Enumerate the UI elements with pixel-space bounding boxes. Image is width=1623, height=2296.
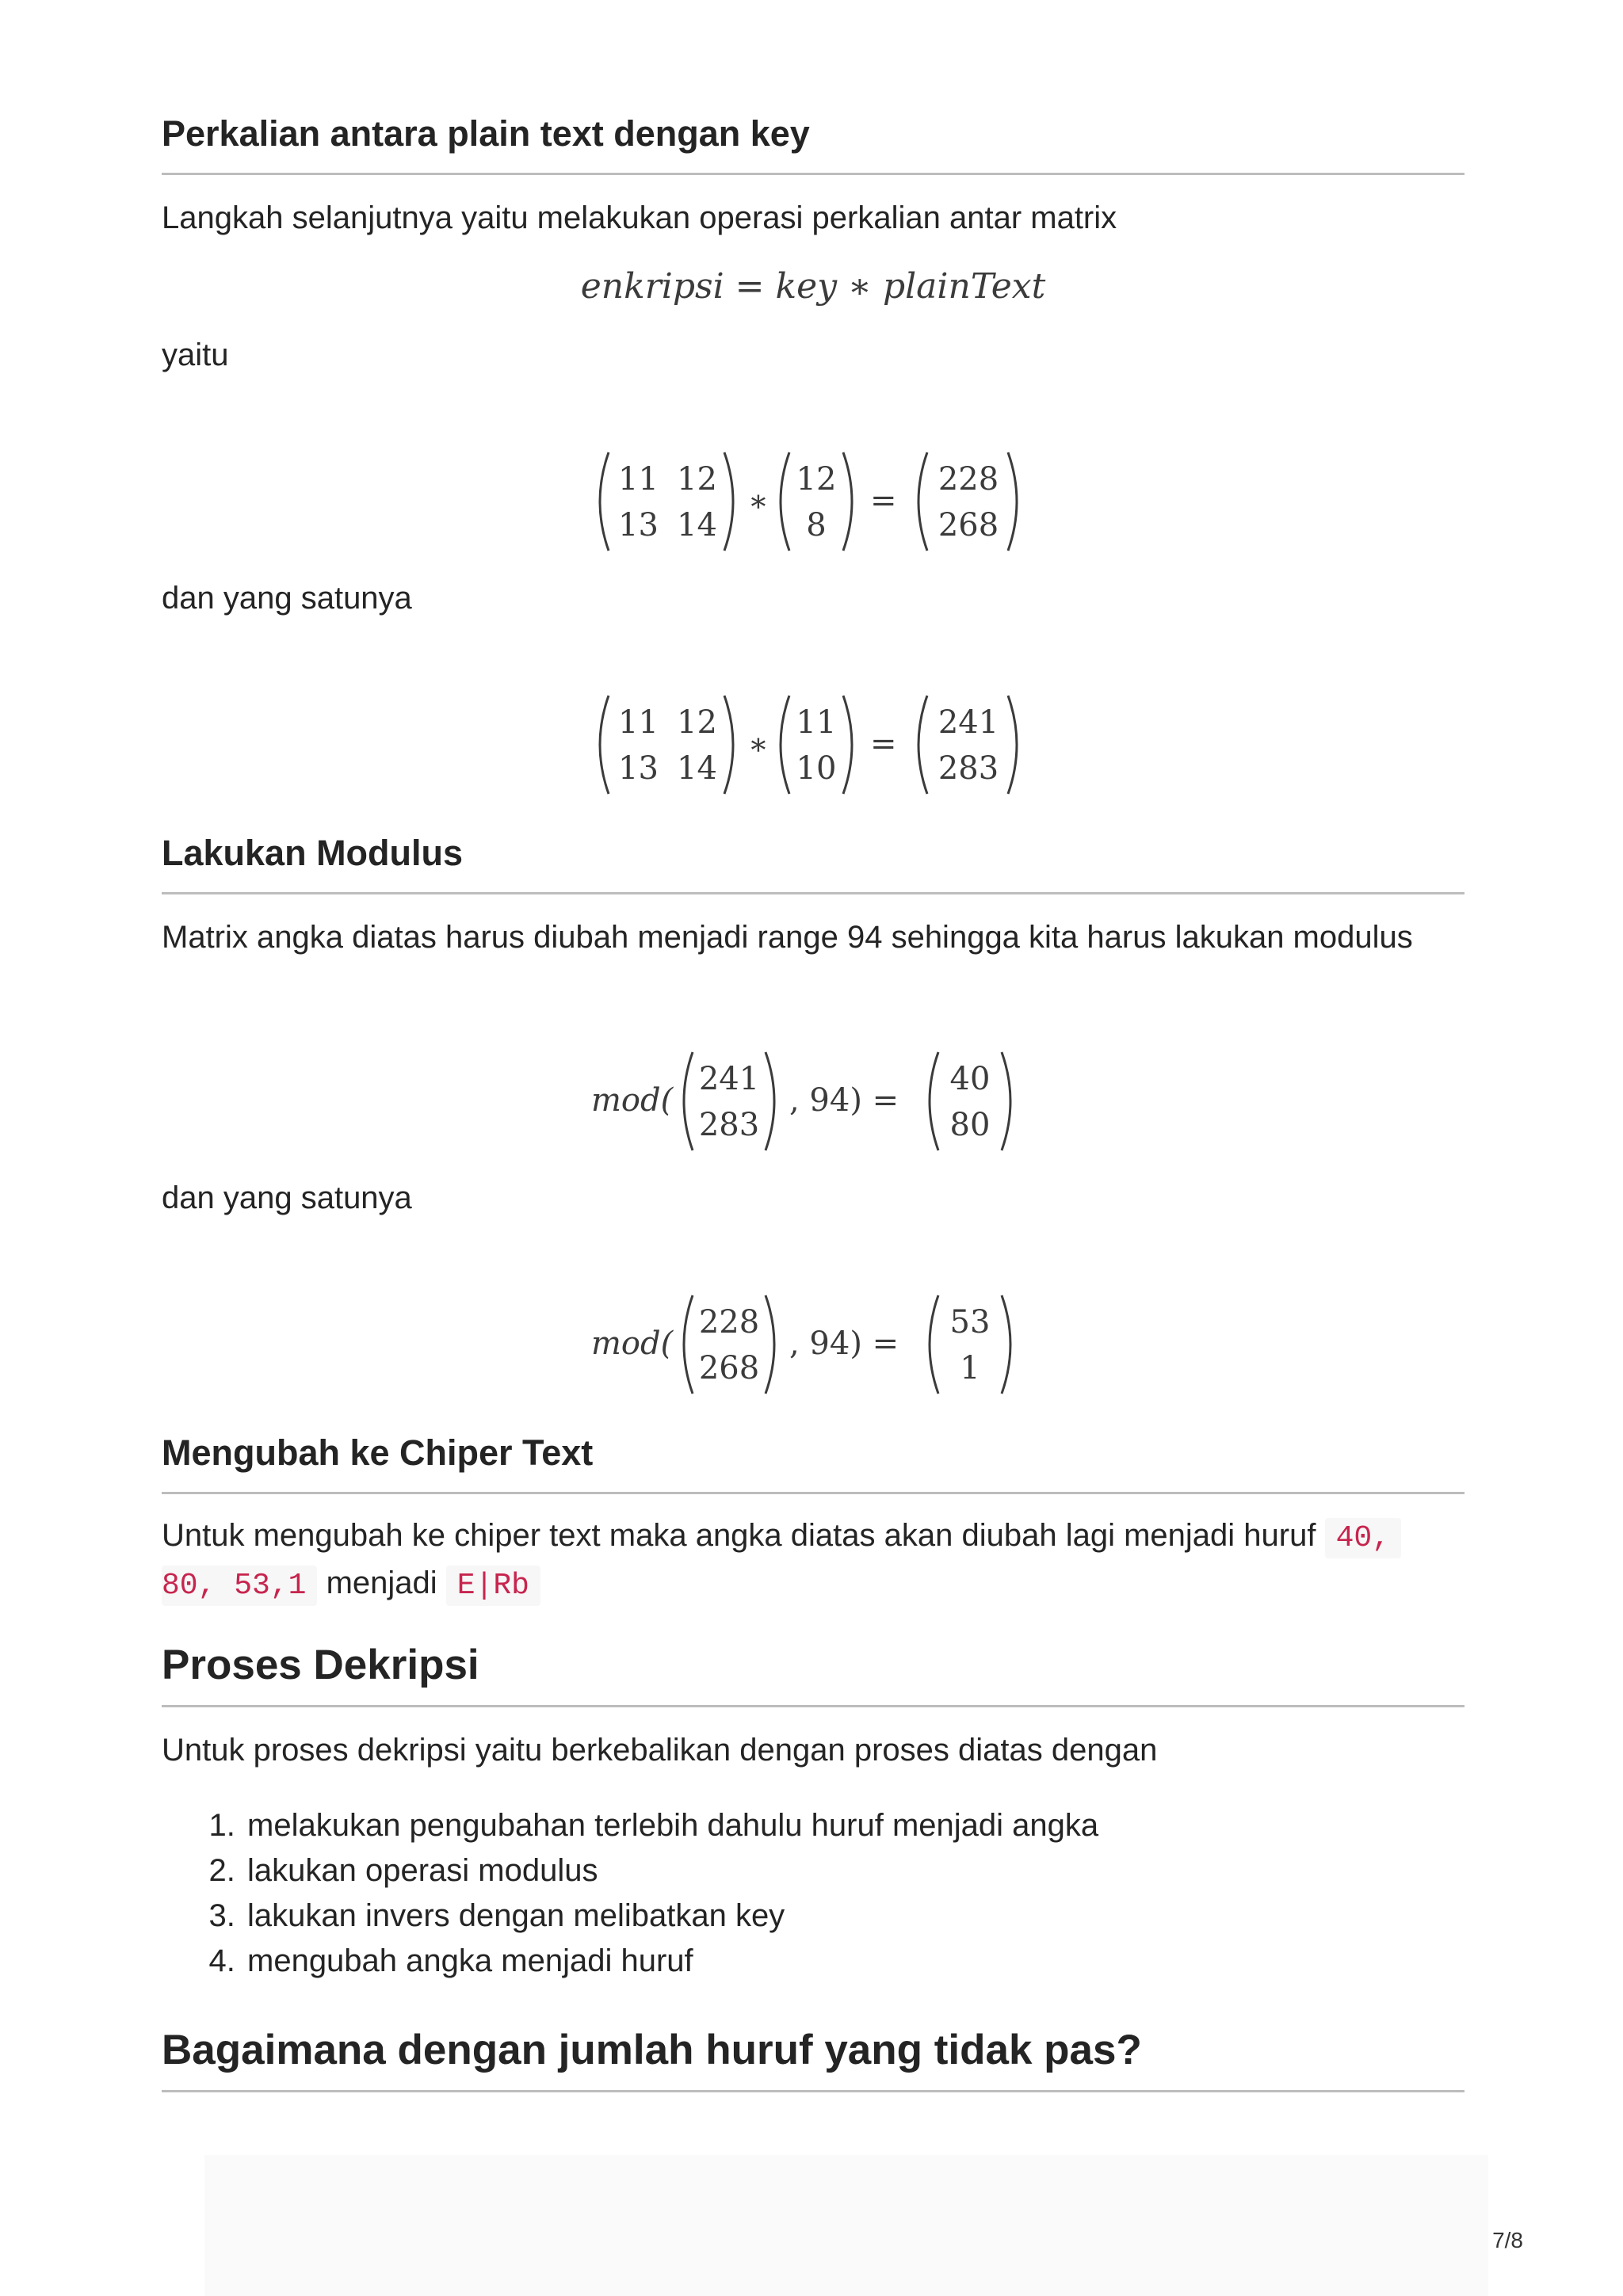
eq1-c2: 268 xyxy=(938,507,999,543)
dekripsi-steps-list xyxy=(162,1803,1465,1984)
paragraph-dan-yang-satunya-2: dan yang satunya xyxy=(162,1180,412,1215)
mod2-v2: 268 xyxy=(698,1350,760,1386)
svg-text:=: = xyxy=(870,726,897,762)
paragraph-modulus-intro: Matrix angka diatas harus diubah menjadi range 94 sehingga kita harus lakukan modulus xyxy=(162,920,1413,955)
svg-text:=: = xyxy=(870,482,897,519)
eq1-a12: 12 xyxy=(677,461,717,498)
eq1-a11: 11 xyxy=(618,461,659,498)
eq1-b1: 12 xyxy=(796,461,837,498)
article-content xyxy=(162,113,1465,2092)
mod1-r1: 40 xyxy=(949,1061,991,1097)
matrix-equation-2 xyxy=(591,689,1035,800)
paragraph-chiper xyxy=(162,1513,1465,1608)
page-number: 7/8 xyxy=(1492,2228,1523,2252)
eq2-b2: 10 xyxy=(796,750,837,787)
heading-lakukan-modulus: Lakukan Modulus xyxy=(162,832,1465,894)
heading-proses-dekripsi: Proses Dekripsi xyxy=(162,1640,1465,1707)
inline-code-cipher: E|Rb xyxy=(446,1566,540,1606)
eq1-a22: 14 xyxy=(677,507,717,543)
paragraph-yaitu: yaitu xyxy=(162,338,229,372)
heading-jumlah-huruf: Bagaimana dengan jumlah huruf yang tidak pas? xyxy=(162,2025,1465,2092)
mod-equation-2 xyxy=(591,1289,1035,1400)
list-item: 4. mengubah angka menjadi huruf xyxy=(244,1939,1465,1984)
eq1-b2: 8 xyxy=(806,507,827,543)
eq2-a22: 14 xyxy=(677,750,717,787)
mod1-v1: 241 xyxy=(698,1061,760,1097)
mod2-r1: 53 xyxy=(949,1304,991,1341)
mod1-v2: 283 xyxy=(698,1107,760,1143)
mod-equation-1 xyxy=(591,1046,1035,1157)
paragraph-dekripsi-intro: Untuk proses dekripsi yaitu berkebalikan dengan proses diatas dengan xyxy=(162,1733,1158,1768)
mod2-fn: mod( xyxy=(591,1325,674,1362)
chiper-text-1: Untuk mengubah ke chiper text maka angka diatas akan diubah lagi menjadi huruf xyxy=(162,1518,1316,1553)
eq2-a12: 12 xyxy=(677,704,717,741)
paragraph-perkalian-intro: Langkah selanjutnya yaitu melakukan operasi perkalian antar matrix xyxy=(162,200,1117,235)
eq2-a11: 11 xyxy=(618,704,659,741)
formula-enkripsi: enkripsi = key ∗ plainText xyxy=(580,266,1046,307)
list-item: 2. lakukan operasi modulus xyxy=(244,1848,1465,1894)
eq2-c1: 241 xyxy=(938,704,999,741)
mod1-fn: mod( xyxy=(591,1082,674,1119)
list-item: 3. lakukan invers dengan melibatkan key xyxy=(244,1894,1465,1939)
mod1-r2: 80 xyxy=(949,1107,991,1143)
svg-text:∗: ∗ xyxy=(748,483,769,518)
mod2-m: , 94) = xyxy=(789,1325,899,1362)
eq1-c1: 228 xyxy=(938,461,999,498)
eq2-c2: 283 xyxy=(938,750,999,787)
mod2-r2: 1 xyxy=(960,1350,980,1386)
paragraph-dan-yang-satunya-1: dan yang satunya xyxy=(162,581,412,616)
list-item: 1. melakukan pengubahan terlebih dahulu huruf menjadi angka xyxy=(244,1803,1465,1848)
eq1-a21: 13 xyxy=(618,507,659,543)
eq2-b1: 11 xyxy=(796,704,837,741)
chiper-text-2: menjadi xyxy=(326,1566,437,1600)
eq2-a21: 13 xyxy=(618,750,659,787)
heading-mengubah-chiper: Mengubah ke Chiper Text xyxy=(162,1432,1465,1494)
inline-code-numbers-part2: 80, 53,1 xyxy=(162,1566,317,1606)
mod2-v1: 228 xyxy=(698,1304,760,1341)
svg-text:∗: ∗ xyxy=(748,727,769,761)
heading-perkalian: Perkalian antara plain text dengan key xyxy=(162,113,1465,175)
inline-code-numbers-part1: 40, xyxy=(1325,1518,1401,1558)
matrix-equation-1 xyxy=(591,446,1035,557)
code-block-background xyxy=(204,2155,1488,2296)
mod1-m: , 94) = xyxy=(789,1082,899,1119)
